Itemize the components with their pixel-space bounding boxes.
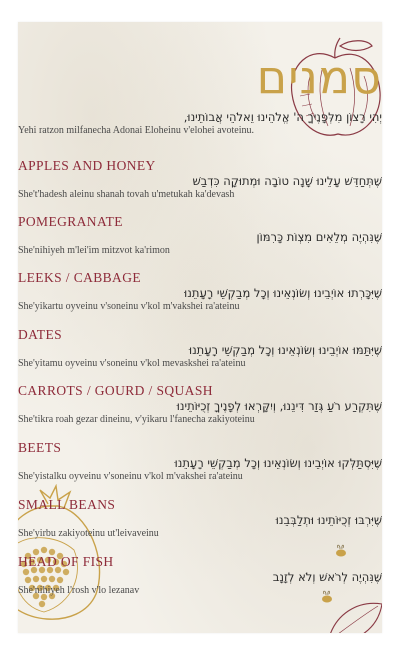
siman-heading: BEETS xyxy=(18,440,62,455)
simanim-card xyxy=(18,22,382,633)
siman-hebrew: שֶׁנִּהְיֶה לְרֹאשׁ וְלֹא לְזָנָב xyxy=(272,570,382,584)
siman-transliteration: She'yirbu zakiyoteinu ut'leivaveinu xyxy=(18,528,159,539)
siman-hebrew: שֶׁנִּהְיֶה מְלֵאִים מִצְוֹת כָּרִמּוֹן xyxy=(256,230,382,244)
intro-transliteration: Yehi ratzon milfanecha Adonai Eloheinu v'elohei avoteinu. xyxy=(18,125,255,136)
siman-item xyxy=(18,327,382,370)
siman-item xyxy=(18,383,382,426)
siman-heading: DATES xyxy=(18,327,63,342)
siman-item xyxy=(18,214,382,257)
intro-blessing xyxy=(18,110,382,137)
siman-transliteration: She't'hadesh aleinu shanah tovah u'metukah ka'devash xyxy=(18,189,235,200)
siman-transliteration: She'nihiyeh l'rosh v'lo lezanav xyxy=(18,585,140,596)
siman-heading: CARROTS / GOURD / SQUASH xyxy=(18,383,213,398)
siman-hebrew: שֶׁיִּרְבּוּ זְכֻיּוֹתֵינוּ וּתְלַבְּבֵנוּ xyxy=(275,513,382,527)
leaf-illustration xyxy=(324,596,382,633)
page-title: סמנים xyxy=(256,50,382,104)
siman-hebrew: שֶׁיִּתַּמּוּ אוֹיְבֵינוּ וְשׂוֹנְאֵינוּ וְכָל מְבַקְשֵׁי רָעָתֵנוּ xyxy=(188,343,382,357)
siman-heading: SMALL BEANS xyxy=(18,497,116,512)
siman-heading: APPLES AND HONEY xyxy=(18,158,156,173)
siman-transliteration: She'yikartu oyveinu v'soneinu v'kol m'vakshei ra'ateinu xyxy=(18,301,240,312)
siman-transliteration: She'nihiyeh m'lei'im mitzvot ka'rimon xyxy=(18,245,170,256)
siman-item xyxy=(18,554,382,597)
intro-hebrew: יְהִי רָצוֹן מִלְּפָנֶיךָ ה' אֱלֹהֵינוּ וֵאלֹהֵי אֲבוֹתֵינוּ, xyxy=(183,110,382,124)
siman-heading: POMEGRANATE xyxy=(18,214,123,229)
siman-item xyxy=(18,158,382,201)
siman-hebrew: שֶׁיִּסְתַּלְּקוּ אוֹיְבֵינוּ וְשׂוֹנְאֵינוּ וְכָל מְבַקְשֵׁי רָעָתֵנוּ xyxy=(174,456,382,470)
siman-transliteration: She'yistalku oyveinu v'soneinu v'kol m'vakshei ra'ateinu xyxy=(18,471,243,482)
siman-item xyxy=(18,270,382,313)
siman-heading: LEEKS / CABBAGE xyxy=(18,270,142,285)
siman-transliteration: She'tikra roah gezar dineinu, v'yikaru l'fanecha zakiyoteinu xyxy=(18,414,255,425)
siman-item xyxy=(18,440,382,483)
siman-hebrew: שֶׁיִּכָּרְתוּ אוֹיְבֵינוּ וְשׂוֹנְאֵינוּ וְכָל מְבַקְשֵׁי רָעָתֵנוּ xyxy=(184,286,382,300)
siman-transliteration: She'yitamu oyveinu v'soneinu v'kol mevaskshei ra'ateinu xyxy=(18,358,246,369)
siman-hebrew: שֶׁתְּחַדֵּשׁ עָלֵינוּ שָׁנָה טוֹבָה וּמְתוּקָה כִּדְבַשׁ xyxy=(192,174,382,188)
siman-hebrew: שֶׁתִּקְרַע רֹעַ גְּזַר דִּינֵנוּ, וְיִקָּרְאוּ לְפָנֶיךָ זְכֻיּוֹתֵינוּ xyxy=(176,399,382,413)
siman-heading: HEAD OF FISH xyxy=(18,554,114,569)
siman-item xyxy=(18,497,382,540)
